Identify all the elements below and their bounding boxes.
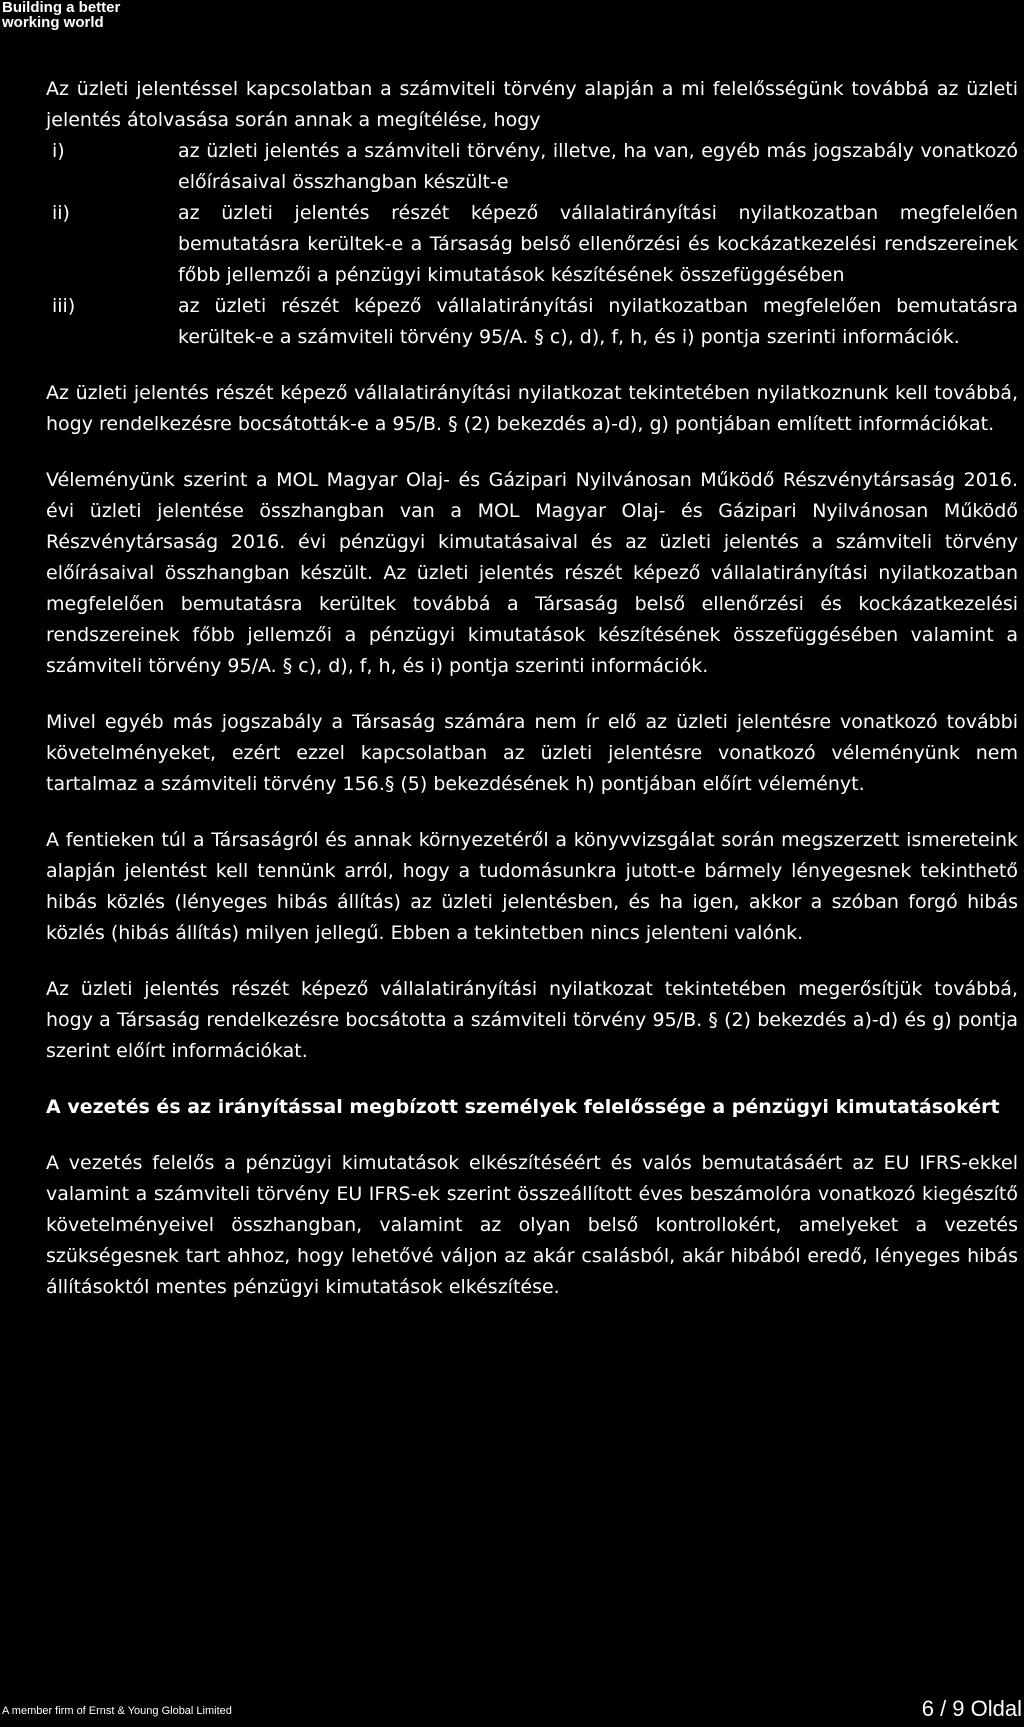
responsibility-list <box>46 136 1018 353</box>
list-item <box>46 136 1018 198</box>
paragraph-confirmation: Az üzleti jelentés részét képező vállalatirányítási nyilatkozat tekintetében megerősítjük továbbá, hogy a Társaság rendelkezésre bocsátotta a számviteli törvény 95/B. § (2) bekezdés a)-d) és g) pontja szerint előírt információkat. <box>46 978 1018 1062</box>
list-item-number: i) <box>52 140 65 162</box>
footer-member-note: A member firm of Ernst & Young Global Limited <box>2 1705 232 1717</box>
paragraph-opinion: Véleményünk szerint a MOL Magyar Olaj- és Gázipari Nyilvánosan Működő Részvénytársaság 2016. évi üzleti jelentése összhangban van a MOL Magyar Olaj- és Gázipari Nyilvánosan Működő Részvénytársaság 2016. évi pénzügyi kimutatásaival és az üzleti jelentés a számviteli törvény előírásaival összhangban készült. Az üzleti jelentés részét képező vállalatirányítási nyilatkozatban megfelelően bemutatásra kerültek továbbá a Társaság belső ellenőrzési és kockázatkezelési rendszereinek főbb jellemzői a pénzügyi kimutatások készítésének összefüggésében valamint a számviteli törvény 95/A. § c), d), f, h, és i) pontja szerinti információk. <box>46 469 1018 677</box>
list-item-text: az üzleti jelentés a számviteli törvény, illetve, ha van, egyéb más jogszabály vonatkozó előírásaival összhangban készült-e <box>178 140 1018 193</box>
list-item <box>46 291 1018 353</box>
brand-tagline-line2: working world <box>2 14 104 31</box>
intro-paragraph: Az üzleti jelentéssel kapcsolatban a számviteli törvény alapján a mi felelősségünk továbbá az üzleti jelentés átolvasása során annak a megítélése, hogy <box>46 78 1018 131</box>
list-item-number: ii) <box>52 202 70 224</box>
paragraph-misstatement: A fentieken túl a Társaságról és annak környezetéről a könyvvizsgálat során megszerzett ismereteink alapján jelentést kell tennünk arról, hogy a tudomásunkra jutott-e bármely lényegesnek tekinthető hibás közlés (lényeges hibás állítás) az üzleti jelentésben, és ha igen, akkor a szóban forgó hibás közlés (hibás állítás) milyen jellegű. Ebben a tekintetben nincs jelenteni valónk. <box>46 829 1018 944</box>
section-heading: A vezetés és az irányítással megbízott személyek felelőssége a pénzügyi kimutatásokért <box>46 1096 1000 1118</box>
paragraph-declaration: Az üzleti jelentés részét képező vállalatirányítási nyilatkozat tekintetében nyilatkoznunk kell továbbá, hogy rendelkezésre bocsátották-e a 95/B. § (2) bekezdés a)-d), g) pontjában említett információkat. <box>46 382 1018 435</box>
list-item-number: iii) <box>52 295 76 317</box>
paragraph-management-responsibility: A vezetés felelős a pénzügyi kimutatások elkészítéséért és valós bemutatásáért az EU IFRS-ekkel valamint a számviteli törvény EU IFRS-ek szerint összeállított éves beszámolóra vonatkozó kiegészítő követelményeivel összhangban, valamint az olyan belső kontrollokért, amelyeket a vezetés szükségesnek tart ahhoz, hogy lehetővé váljon az akár csalásból, akár hibából eredő, lényeges hibás állításoktól mentes pénzügyi kimutatások elkészítése. <box>46 1152 1018 1298</box>
document-body <box>46 74 1018 1303</box>
list-item-text: az üzleti részét képező vállalatirányítási nyilatkozatban megfelelően bemutatásra kerültek-e a számviteli törvény 95/A. § c), d), f, h, és i) pontja szerinti információk. <box>178 295 1018 348</box>
page-number: 6 / 9 Oldal <box>921 1696 1022 1721</box>
brand-tagline-line1: Building a better <box>2 0 121 16</box>
paragraph-other-requirements: Mivel egyéb más jogszabály a Társaság számára nem ír elő az üzleti jelentésre vonatkozó további követelményeket, ezért ezzel kapcsolatban az üzleti jelentésre vonatkozó véleményünk nem tartalmaz a számviteli törvény 156.§ (5) bekezdésének h) pontjában előírt véleményt. <box>46 711 1018 795</box>
brand-tagline <box>2 0 120 30</box>
list-item <box>46 198 1018 291</box>
list-item-text: az üzleti jelentés részét képező vállalatirányítási nyilatkozatban megfelelően bemutatásra kerültek-e a Társaság belső ellenőrzési és kockázatkezelési rendszereinek főbb jellemzői a pénzügyi kimutatások készítésének összefüggésében <box>178 202 1018 286</box>
